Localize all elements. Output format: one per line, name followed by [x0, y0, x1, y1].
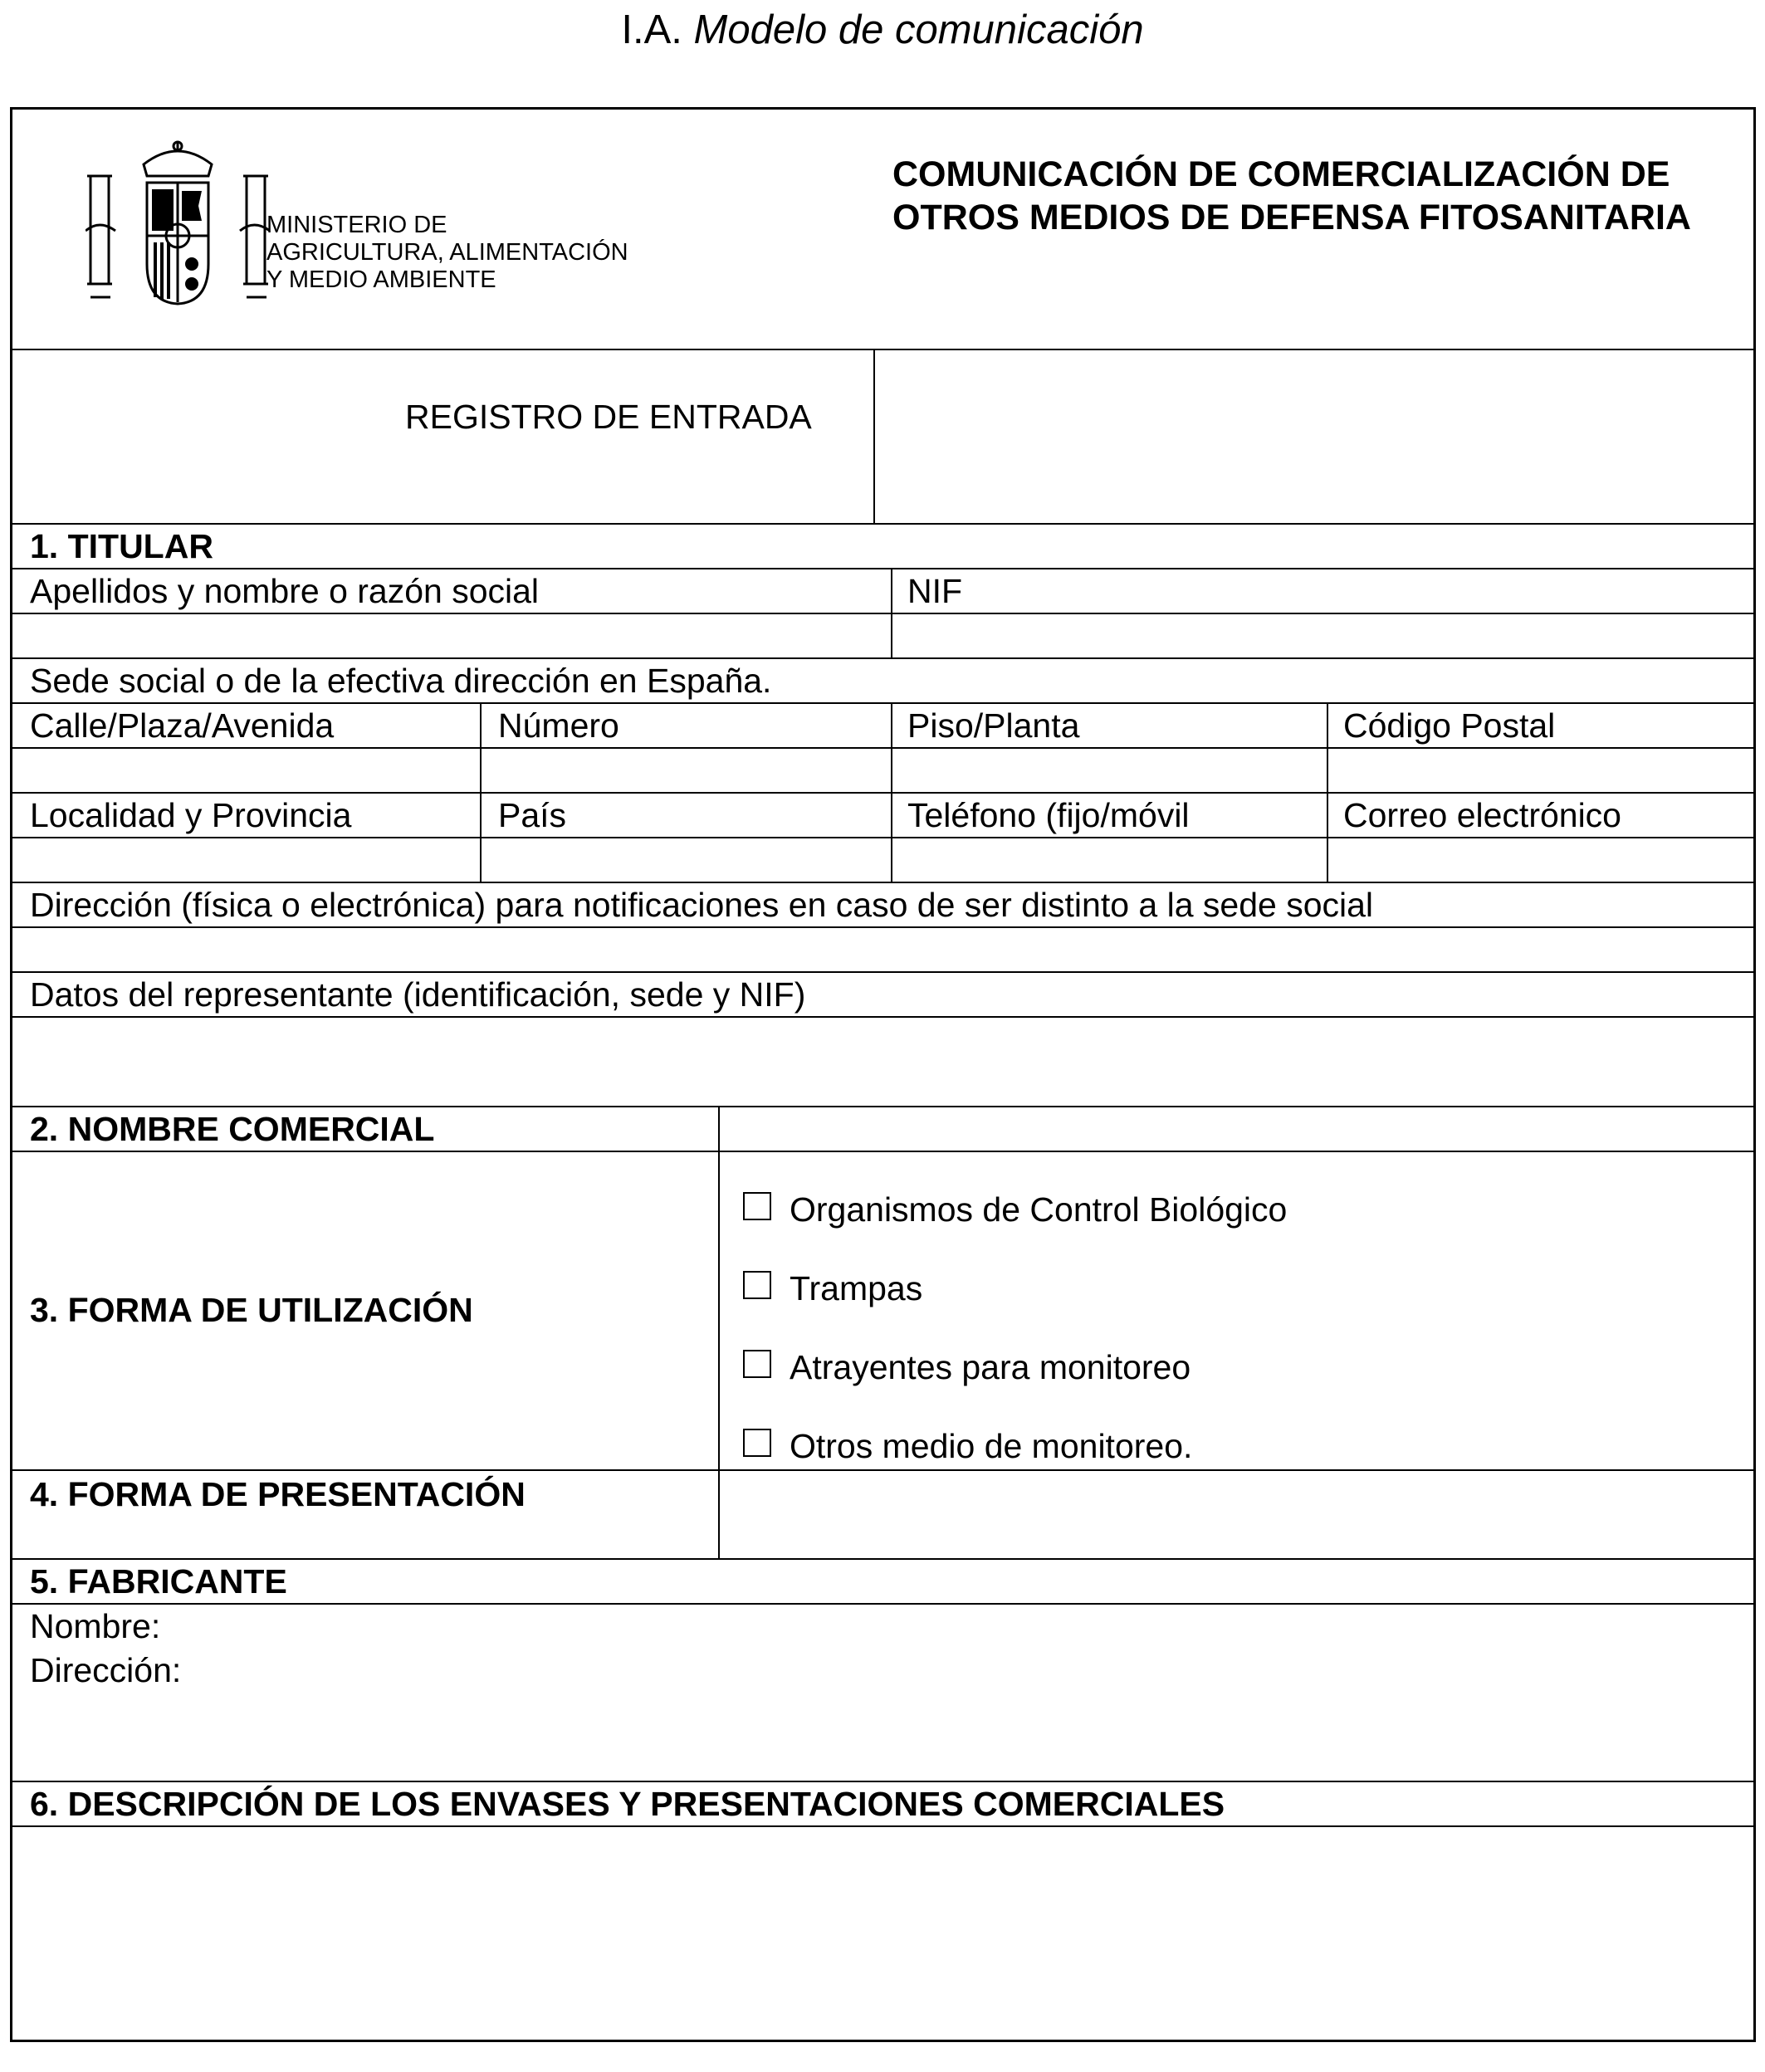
codigo-postal-label: Código Postal	[1343, 706, 1556, 745]
divider	[873, 349, 875, 523]
form-title-line-2: OTROS MEDIOS DE DEFENSA FITOSANITARIA	[892, 198, 1691, 237]
representante-label: Datos del representante (identificación, sede y NIF)	[30, 975, 806, 1014]
ministry-line-3: Y MEDIO AMBIENTE	[266, 266, 496, 293]
fabricante-nombre-label: Nombre:	[30, 1607, 161, 1645]
registro-label: REGISTRO DE ENTRADA	[405, 398, 812, 436]
divider	[12, 1106, 1753, 1107]
ministry-line-2: AGRICULTURA, ALIMENTACIÓN	[266, 239, 628, 266]
checkbox-organismos[interactable]	[743, 1192, 771, 1220]
divider	[12, 837, 1753, 838]
section-3-heading: 3. FORMA DE UTILIZACIÓN	[30, 1291, 473, 1329]
checkbox-trampas[interactable]	[743, 1271, 771, 1299]
divider	[12, 1825, 1753, 1827]
localidad-label: Localidad y Provincia	[30, 796, 352, 834]
divider	[12, 568, 1753, 569]
divider	[12, 1151, 1753, 1152]
option-trampas-label: Trampas	[790, 1269, 923, 1307]
ministry-name	[266, 212, 632, 294]
section-5-heading: 5. FABRICANTE	[30, 1562, 287, 1600]
divider	[1327, 702, 1328, 882]
section-2-heading: 2. NOMBRE COMERCIAL	[30, 1110, 435, 1148]
divider	[891, 702, 892, 882]
pais-label: País	[498, 796, 567, 834]
numero-label: Número	[498, 706, 619, 745]
divider	[12, 971, 1753, 973]
divider	[12, 747, 1753, 749]
divider	[480, 702, 482, 882]
section-4-heading: 4. FORMA DE PRESENTACIÓN	[30, 1475, 526, 1513]
divider	[718, 1106, 720, 1558]
communication-form	[10, 107, 1756, 2042]
nif-label: NIF	[907, 572, 963, 610]
name-label: Apellidos y nombre o razón social	[30, 572, 540, 610]
option-otros-medios-label: Otros medio de monitoreo.	[790, 1427, 1193, 1465]
divider	[12, 792, 1753, 794]
divider	[12, 613, 1753, 614]
ministry-line-1: MINISTERIO DE	[266, 212, 447, 238]
form-title-line-1: COMUNICACIÓN DE COMERCIALIZACIÓN DE	[892, 154, 1670, 194]
divider	[12, 349, 1753, 350]
divider	[12, 1016, 1753, 1018]
divider	[12, 882, 1753, 883]
divider	[12, 1469, 1753, 1471]
page-title	[0, 7, 1765, 53]
piso-label: Piso/Planta	[907, 706, 1080, 745]
checkbox-atrayentes[interactable]	[743, 1350, 771, 1378]
divider	[12, 1603, 1753, 1605]
divider	[12, 523, 1753, 525]
option-atrayentes-label: Atrayentes para monitoreo	[790, 1348, 1191, 1386]
spain-coat-of-arms-icon	[86, 139, 270, 305]
divider	[12, 1781, 1753, 1782]
page-title-italic: Modelo de comunicación	[693, 7, 1144, 52]
divider	[12, 1558, 1753, 1560]
divider	[12, 702, 1753, 704]
divider	[12, 657, 1753, 659]
form-title	[892, 153, 1691, 239]
calle-label: Calle/Plaza/Avenida	[30, 706, 335, 745]
correo-label: Correo electrónico	[1343, 796, 1621, 834]
divider	[12, 926, 1753, 928]
notificaciones-label: Dirección (física o electrónica) para notificaciones en caso de ser distinto a la sede social	[30, 886, 1374, 924]
option-organismos-label: Organismos de Control Biológico	[790, 1190, 1288, 1229]
section-6-heading: 6. DESCRIPCIÓN DE LOS ENVASES Y PRESENTACIONES COMERCIALES	[30, 1785, 1225, 1823]
checkbox-otros-medios[interactable]	[743, 1429, 771, 1457]
telefono-label: Teléfono (fijo/móvil	[907, 796, 1190, 834]
fabricante-direccion-label: Dirección:	[30, 1651, 182, 1689]
sede-label: Sede social o de la efectiva dirección en España.	[30, 662, 772, 700]
section-1-heading: 1. TITULAR	[30, 527, 213, 565]
page-title-prefix: I.A.	[621, 7, 682, 52]
